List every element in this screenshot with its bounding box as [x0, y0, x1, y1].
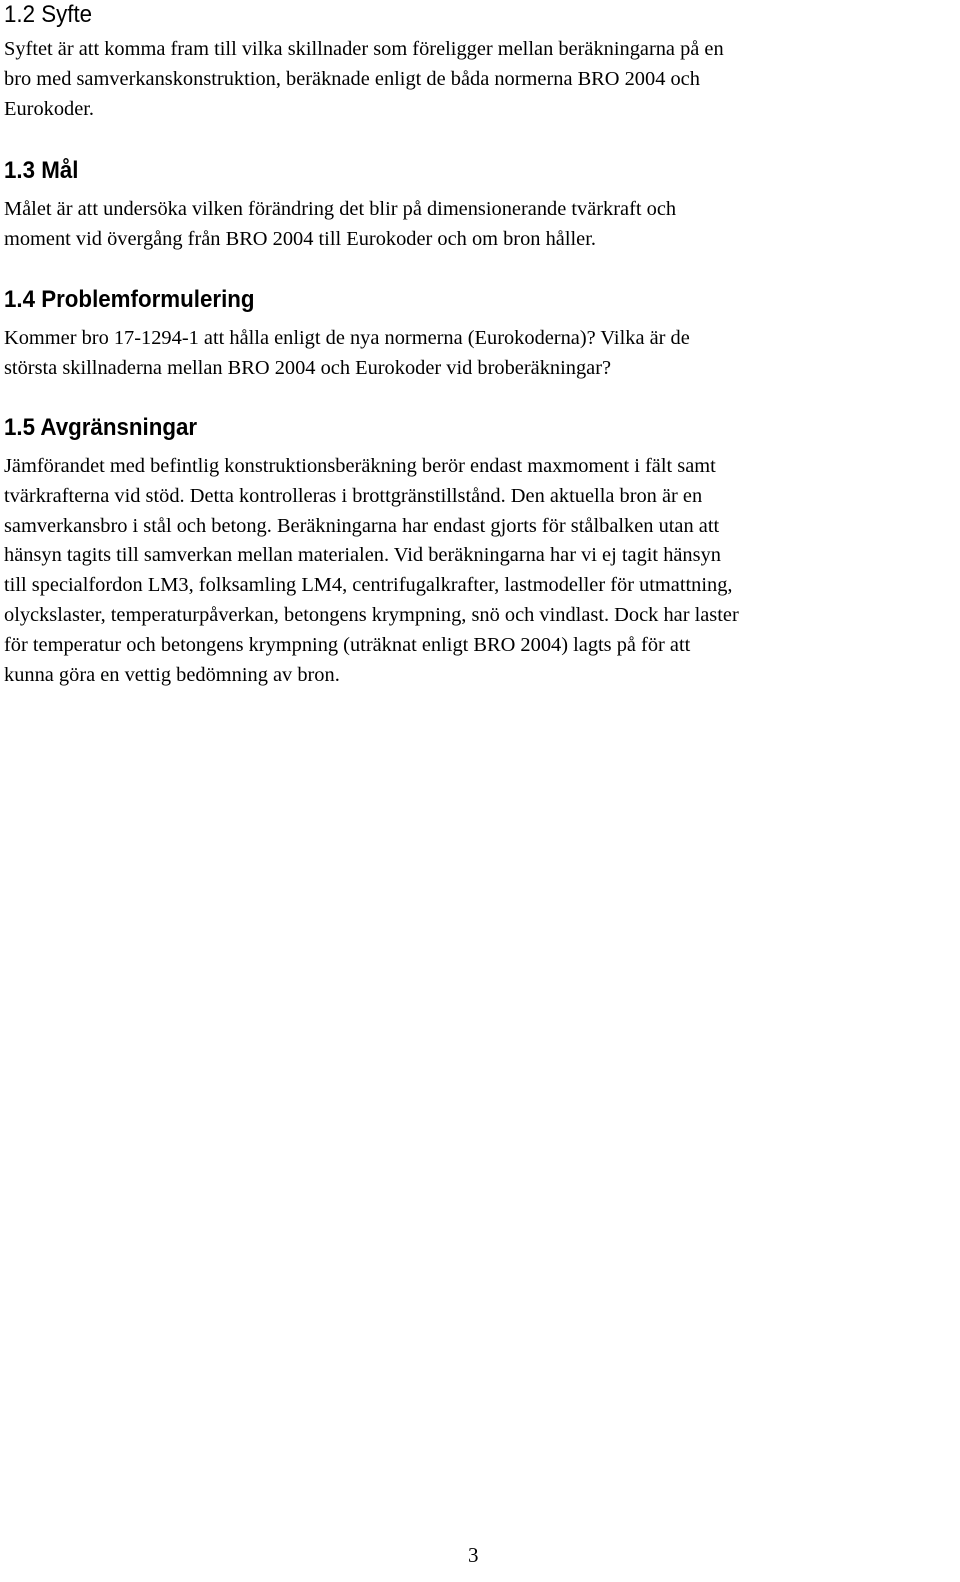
paragraph-line: bro med samverkanskonstruktion, beräknade enligt de båda normerna BRO 2004 och [4, 67, 700, 90]
paragraph-line: Syftet är att komma fram till vilka skillnader som föreligger mellan beräkningarna på en [4, 38, 724, 60]
paragraph-line: för temperatur och betongens krympning (uträknat enligt BRO 2004) lagts på för att [4, 633, 691, 656]
section-heading-syfte: 1.2 Syfte [4, 1, 93, 28]
section-heading-mal: 1.3 Mål [4, 157, 79, 184]
section-heading-avgransningar: 1.5 Avgränsningar [4, 414, 198, 441]
paragraph-line: Målet är att undersöka vilken förändring det blir på dimensionerande tvärkraft och [4, 198, 677, 220]
section-paragraph-avgransningar [4, 452, 739, 690]
paragraph-line: kunna göra en vettig bedömning av bron. [4, 663, 340, 686]
paragraph-line: hänsyn tagits till samverkan mellan materialen. Vid beräkningarna har vi ej tagit hänsyn [4, 544, 721, 567]
paragraph-line: olyckslaster, temperaturpåverkan, betongens krympning, snö och vindlast. Dock har laster [4, 603, 739, 626]
paragraph-line: moment vid övergång från BRO 2004 till Eurokoder och om bron håller. [4, 227, 596, 250]
paragraph-line: till specialfordon LM3, folksamling LM4, centrifugalkrafter, lastmodeller för utmattning, [4, 574, 733, 597]
section-syfte [4, 0, 724, 124]
section-heading-problemformulering: 1.4 Problemformulering [4, 286, 255, 313]
section-avgransningar [4, 413, 739, 690]
section-problemformulering [4, 285, 690, 384]
section-paragraph-problemformulering [4, 324, 690, 384]
section-mal [4, 156, 676, 255]
paragraph-line: Kommer bro 17-1294-1 att hålla enligt de nya normerna (Eurokoderna)? Vilka är de [4, 327, 690, 349]
page-number: 3 [468, 1543, 479, 1567]
section-paragraph-syfte [4, 35, 724, 124]
section-paragraph-mal [4, 195, 676, 255]
paragraph-line: tvärkrafterna vid stöd. Detta kontrolleras i brottgränstillstånd. Den aktuella bron är en [4, 484, 703, 507]
paragraph-line: Eurokoder. [4, 97, 95, 120]
paragraph-line: Jämförandet med befintlig konstruktionsberäkning berör endast maxmoment i fält samt [4, 455, 716, 477]
paragraph-line: största skillnaderna mellan BRO 2004 och Eurokoder vid broberäkningar? [4, 356, 612, 379]
paragraph-line: samverkansbro i stål och betong. Beräkningarna har endast gjorts för stålbalken utan att [4, 514, 720, 537]
